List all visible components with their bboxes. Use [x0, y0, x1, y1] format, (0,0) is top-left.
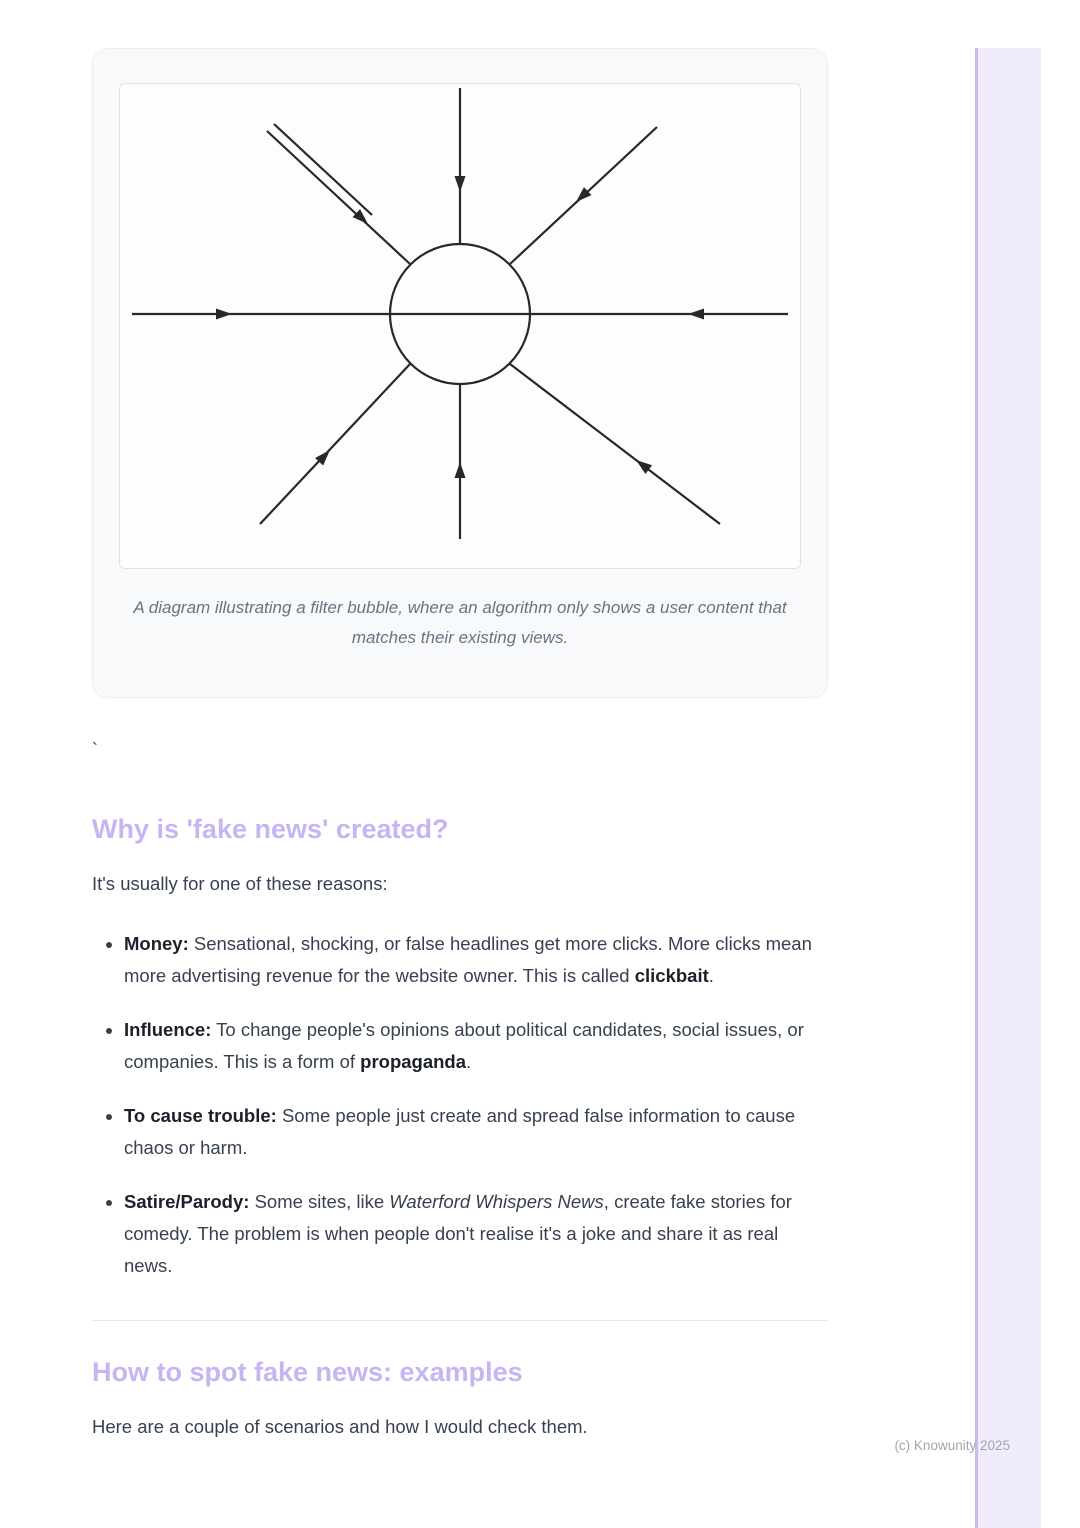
- reason-list-item: • To cause trouble: Some people just create and spread false information to cause chaos or harm.: [124, 1100, 828, 1164]
- page-scrollbar[interactable]: [975, 48, 1041, 1528]
- intro-why-created: It's usually for one of these reasons:: [92, 873, 388, 894]
- filter-bubble-diagram: [119, 83, 801, 569]
- heading-why-fake-news-created: Why is 'fake news' created?: [92, 814, 449, 844]
- reason-list-item: • Money: Sensational, shocking, or false headlines get more clicks. More clicks mean more advertising revenue for the website owner. This is called clickbait.: [124, 928, 828, 992]
- stray-backtick: `: [92, 740, 98, 760]
- section-divider: [92, 1320, 828, 1321]
- filter-bubble-svg: [120, 84, 800, 568]
- intro-spot-examples: Here are a couple of scenarios and how I would check them.: [92, 1416, 588, 1437]
- copyright-notice: (c) Knowunity 2025: [894, 1438, 1010, 1453]
- main-content: [92, 48, 828, 1443]
- reasons-list: [92, 928, 828, 1282]
- reason-list-item: • Satire/Parody: Some sites, like Waterford Whispers News, create fake stories for comedy. The problem is when people don't realise it's a joke and share it as real news.: [124, 1186, 828, 1282]
- heading-how-to-spot-fake-news: How to spot fake news: examples: [92, 1357, 523, 1387]
- figure-caption: A diagram illustrating a filter bubble, where an algorithm only shows a user content that matches their existing views.: [133, 598, 787, 647]
- reason-list-item: • Influence: To change people's opinions about political candidates, social issues, or companies. This is a form of propaganda.: [124, 1014, 828, 1078]
- figure-card: [92, 48, 828, 698]
